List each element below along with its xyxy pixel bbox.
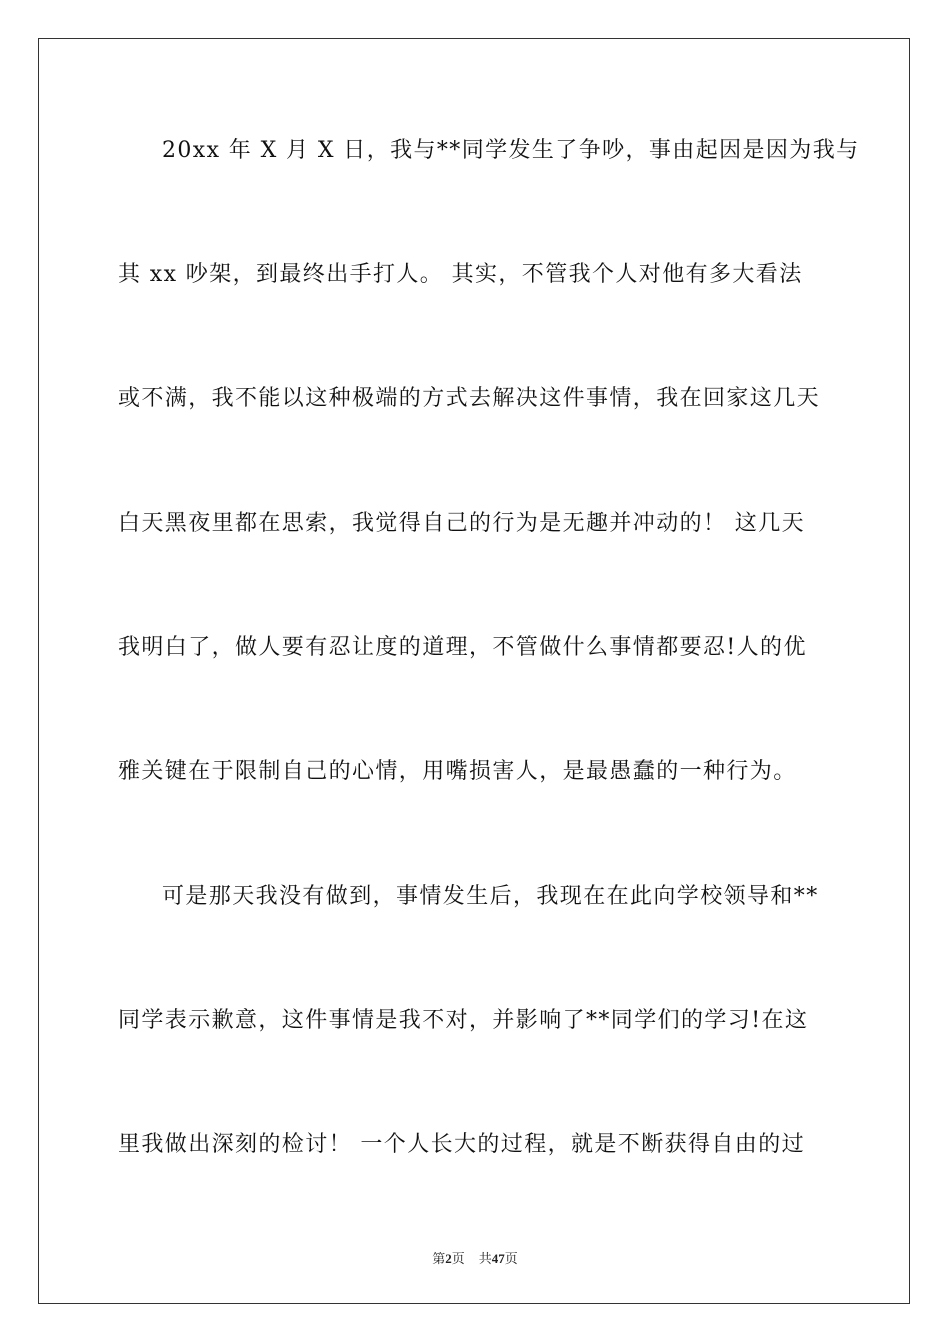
text-line-5: 我明白了，做人要有忍让度的道理，不管做什么事情都要忍!人的优 (118, 635, 807, 660)
footer-total-prefix: 共 (478, 1251, 492, 1266)
text-line-7: 可是那天我没有做到，事情发生后，我现在在此向学校领导和** (162, 884, 819, 909)
text-line-1: 20xx 年 X 月 X 日，我与**同学发生了争吵，事由起因是因为我与 (162, 138, 860, 163)
page-border (38, 38, 910, 1304)
page-footer (0, 1248, 950, 1267)
text-line-9: 里我做出深刻的检讨！ 一个人长大的过程，就是不断获得自由的过 (118, 1132, 805, 1157)
footer-page-number: 2 (445, 1251, 452, 1266)
footer-total-suffix: 页 (504, 1251, 518, 1266)
footer-page-suffix: 页 (451, 1251, 465, 1266)
text-line-2: 其 xx 吵架，到最终出手打人。 其实，不管我个人对他有多大看法 (118, 262, 803, 287)
text-line-3: 或不满，我不能以这种极端的方式去解决这件事情，我在回家这几天 (118, 386, 821, 411)
text-line-6: 雅关键在于限制自己的心情，用嘴损害人，是最愚蠢的一种行为。 (118, 759, 797, 784)
footer-total-number: 47 (491, 1251, 505, 1266)
text-line-4: 白天黑夜里都在思索，我觉得自己的行为是无趣并冲动的！ 这几天 (118, 511, 805, 536)
footer-page-prefix: 第 (432, 1251, 446, 1266)
text-line-8: 同学表示歉意，这件事情是我不对，并影响了**同学们的学习!在这 (118, 1008, 809, 1033)
